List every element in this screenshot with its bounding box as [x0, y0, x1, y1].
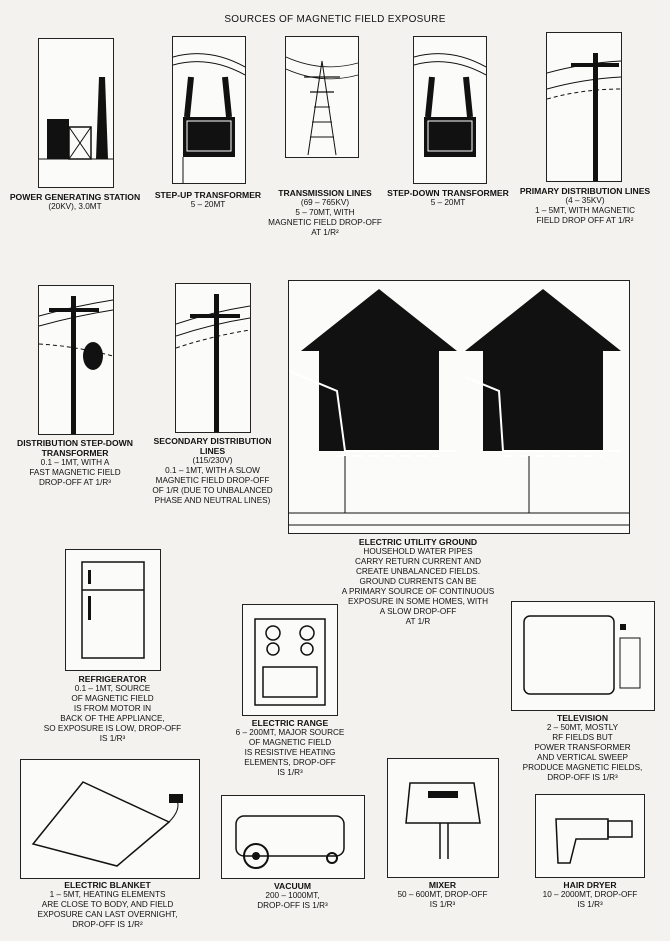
electric-range-illustration	[242, 604, 338, 716]
caption-vacuum: VACUUM 200 – 1000ΜT, DROP-OFF IS 1/R³	[257, 881, 328, 910]
primary-distribution-lines-illustration	[546, 32, 622, 182]
caption-electric-range: ELECTRIC RANGE 6 – 200ΜT, MAJOR SOURCE OF MAGNETIC FIELD IS RESISTIVE HEATING ELEMENTS, DROP-OFF IS 1/R³	[235, 718, 345, 777]
caption-step-down-transformer: STEP-DOWN TRANSFORMER 5 – 20ΜT	[387, 188, 509, 207]
caption-power-station: POWER GENERATING STATION (20KV), 3.0MT	[9, 192, 141, 211]
step-down-transformer-illustration	[413, 36, 487, 184]
refrigerator-illustration	[65, 549, 161, 671]
caption-electric-utility-ground: ELECTRIC UTILITY GROUND HOUSEHOLD WATER PIPES CARRY RETURN CURRENT AND CREATE UNBALANCED FIELDS. GROUND CURRENTS CAN BE A PRIMARY SOURCE OF CONTINUOUS EXPOSURE IN SOME HOMES, WITH A SLOW DROP-OFF AT 1/R	[341, 537, 495, 626]
caption-television: TELEVISION 2 – 50ΜT, MOSTLY RF FIELDS BUT POWER TRANSFORMER AND VERTICAL SWEEP PRODUCE MAGNETIC FIELDS, DROP-OFF IS 1/R³	[522, 713, 643, 782]
power-station-illustration	[38, 38, 114, 188]
television-illustration	[511, 601, 655, 711]
caption-primary-distribution-lines: PRIMARY DISTRIBUTION LINES (4 – 35KV) 1 – 5ΜT, WITH MAGNETIC FIELD DROP OFF AT 1/R²	[519, 186, 651, 225]
transmission-lines-illustration	[285, 36, 359, 158]
distribution-transformer-illustration	[38, 285, 114, 435]
caption-refrigerator: REFRIGERATOR 0.1 – 1ΜT, SOURCE OF MAGNETIC FIELD IS FROM MOTOR IN BACK OF THE APPLIANCE, SO EXPOSURE IS LOW, DROP-OFF IS 1/R³	[43, 674, 182, 743]
caption-secondary-distribution-lines: SECONDARY DISTRIBUTION LINES (115/230V) 0.1 – 1ΜT, WITH A SLOW MAGNETIC FIELD DROP-OFF OF 1/R (DUE TO UNBALANCED PHASE AND NEUTRAL LINES)	[152, 436, 273, 505]
secondary-distribution-lines-illustration	[175, 283, 251, 433]
mixer-illustration	[387, 758, 499, 878]
caption-mixer: MIXER 50 – 600ΜT, DROP-OFF IS 1/R³	[397, 880, 488, 909]
caption-distribution-transformer: DISTRIBUTION STEP-DOWN TRANSFORMER 0.1 – 1ΜT, WITH A FAST MAGNETIC FIELD DROP-OFF AT 1/R³	[16, 438, 133, 487]
caption-transmission-lines: TRANSMISSION LINES (69 – 765KV) 5 – 70ΜT, WITH MAGNETIC FIELD DROP-OFF AT 1/R²	[268, 188, 382, 237]
hair-dryer-illustration	[535, 794, 645, 878]
electric-blanket-illustration	[20, 759, 200, 879]
diagram-title: SOURCES OF MAGNETIC FIELD EXPOSURE	[224, 14, 446, 25]
step-up-transformer-illustration	[172, 36, 246, 184]
vacuum-illustration	[221, 795, 365, 879]
electric-utility-ground-illustration	[288, 280, 630, 534]
caption-step-up-transformer: STEP-UP TRANSFORMER 5 – 20ΜT	[154, 190, 262, 209]
caption-hair-dryer: HAIR DRYER 10 – 2000ΜT, DROP-OFF IS 1/R³	[542, 880, 638, 909]
caption-electric-blanket: ELECTRIC BLANKET 1 – 5ΜT, HEATING ELEMENTS ARE CLOSE TO BODY, AND FIELD EXPOSURE CAN LAST OVERNIGHT, DROP-OFF IS 1/R²	[37, 880, 178, 929]
